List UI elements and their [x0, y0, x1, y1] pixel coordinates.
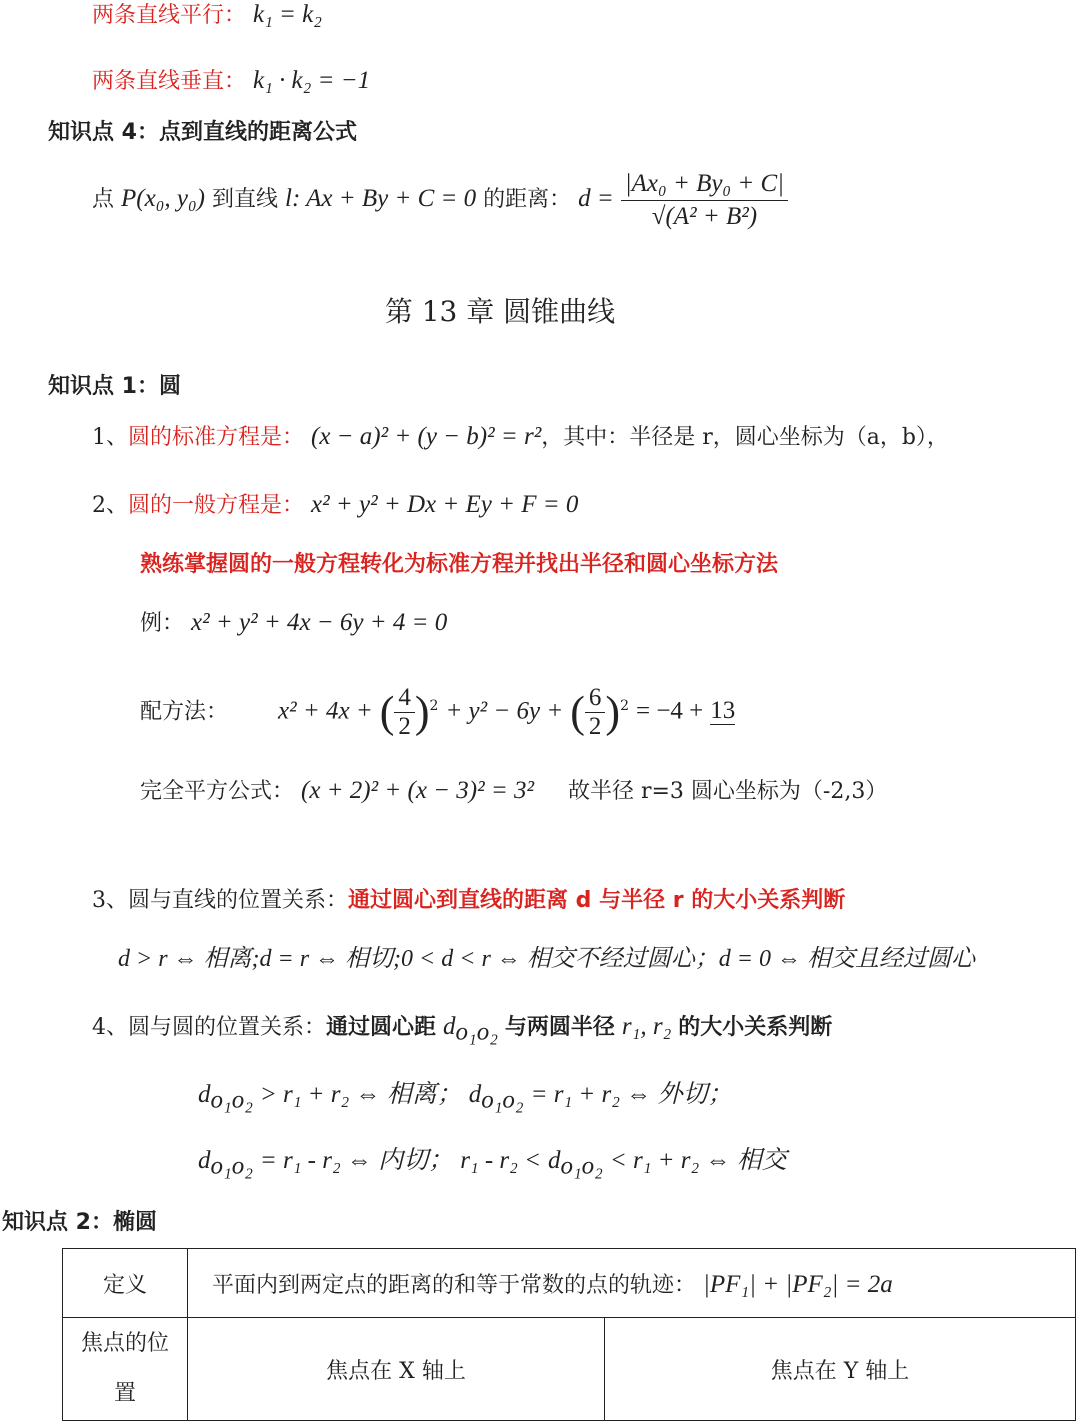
item2-formula: x² + y² + Dx + Ey + F = 0	[311, 491, 579, 518]
kp1-item3	[92, 886, 845, 916]
frac1-num: 4	[394, 684, 415, 713]
table-row-definition	[63, 1249, 1076, 1318]
definition-text: 平面内到两定点的距离的和等于常数的点的轨迹：	[212, 1272, 697, 1298]
rel1-d2: d	[468, 1081, 482, 1108]
item4-emphasis-a: 通过圆心距	[326, 1015, 437, 1040]
item2-label: 圆的一般方程是：	[128, 493, 305, 518]
item1-note: ，其中：半径是 r，圆心坐标为（a，b），	[541, 425, 949, 450]
rel1-d2-sub: o₁o₂	[481, 1086, 524, 1114]
circle-relation-2	[198, 1146, 787, 1181]
rel1-a: > r₁ + r₂ ⇔ 相离；	[259, 1081, 462, 1108]
rel2-d1-sub: o₁o₂	[210, 1152, 253, 1180]
rel1-b: = r₁ + r₂ ⇔ 外切；	[530, 1081, 733, 1108]
rel2-a: = r₁ - r₂ ⇔ 内切；	[259, 1147, 454, 1174]
kp1-item1	[92, 422, 949, 453]
method-part-d: 13	[710, 697, 736, 725]
item3-relations: d > r ⇔ 相离;d = r ⇔ 相切;0 < d < r ⇔ 相交不经过圆心；d = 0 ⇔ 相交且经过圆心	[118, 946, 975, 972]
item4-dsub: o₁o₂	[455, 1018, 498, 1046]
item3-prefix: 3、圆与直线的位置关系：	[92, 888, 348, 913]
focus-head: 焦点的位置	[63, 1318, 188, 1421]
rel2-d2: d	[547, 1147, 561, 1174]
dist-numerator: |Ax₀ + By₀ + C|	[621, 168, 788, 201]
kp1-item4	[92, 1012, 832, 1047]
kp4-title: 知识点 4：点到直线的距离公式	[48, 120, 357, 145]
definition-formula: |PF₁| + |PF₂| = 2a	[703, 1270, 893, 1298]
dist-d: d =	[578, 185, 614, 212]
parallel-label: 两条直线平行：	[92, 3, 247, 28]
completing-square-line: 配方法： x² + 4x + ( $\frac{4}{2}$ )$^2$ + y² − 6y + ( $\frac{6}{2}$ )$^2$ = −4 + 13	[140, 683, 736, 740]
chapter-title: 第 13 章 圆锥曲线	[384, 295, 616, 328]
item3-emphasis: 通过圆心到直线的距离 d 与半径 r 的大小关系判断	[348, 888, 846, 913]
rel2-d2-sub: o₁o₂	[560, 1152, 603, 1180]
method-part-c: = −4 +	[635, 697, 704, 725]
square-label: 完全平方公式：	[140, 779, 295, 804]
dist-prefix: 点	[92, 187, 115, 212]
method-label: 配方法：	[140, 699, 229, 725]
ellipse-table	[62, 1248, 1076, 1421]
item4-r: r₁, r₂	[621, 1013, 672, 1040]
item4-emphasis-b: 与两圆半径	[504, 1015, 615, 1040]
item1-label: 圆的标准方程是：	[128, 425, 305, 450]
perfect-square-line	[140, 776, 887, 807]
method-part-b: + y² − 6y +	[445, 697, 564, 725]
item1-prefix: 1、	[92, 425, 128, 450]
square-formula: (x + 2)² + (x − 3)² = 3²	[301, 777, 534, 804]
method-part-a: x² + 4x +	[278, 697, 373, 725]
dist-suffix: 的距离：	[483, 187, 572, 212]
parallel-formula: k₁ = k₂	[253, 1, 322, 28]
example-label: 例：	[140, 611, 185, 636]
rel2-c: < r₁ + r₂ ⇔ 相交	[609, 1147, 787, 1174]
dist-denominator: √(A² + B²)	[651, 202, 758, 230]
dist-point: P(x₀, y₀)	[121, 185, 206, 212]
example-formula: x² + y² + 4x − 6y + 4 = 0	[191, 609, 448, 636]
method-fraction-2	[585, 684, 606, 741]
definition-cell	[188, 1249, 1076, 1318]
perpendicular-line	[92, 66, 370, 97]
item1-formula: (x − a)² + (y − b)² = r²	[311, 423, 542, 450]
rel1-d1-sub: o₁o₂	[210, 1086, 253, 1114]
rel2-b: r₁ - r₂ <	[460, 1147, 541, 1174]
item4-emphasis-c: 的大小关系判断	[678, 1015, 833, 1040]
item4-d: d	[443, 1013, 456, 1040]
example-line	[140, 608, 447, 639]
dist-line: l: Ax + By + C = 0	[285, 185, 477, 212]
distance-formula-line	[92, 166, 788, 233]
focus-y-cell: 焦点在 Y 轴上	[605, 1318, 1076, 1421]
rel1-d1: d	[198, 1081, 211, 1108]
definition-head: 定义	[63, 1249, 188, 1318]
kp1-item2	[92, 490, 578, 521]
frac2-num: 6	[585, 684, 606, 713]
frac2-den: 2	[588, 712, 602, 740]
item2-emphasis: 熟练掌握圆的一般方程转化为标准方程并找出半径和圆心坐标方法	[140, 552, 779, 577]
parallel-line	[92, 0, 322, 31]
focus-x-cell: 焦点在 X 轴上	[188, 1318, 605, 1421]
kp1-title: 知识点 1：圆	[48, 374, 181, 399]
square-result: 故半径 r=3 圆心坐标为（-2,3）	[567, 779, 888, 804]
item2-prefix: 2、	[92, 493, 128, 518]
rel2-d1: d	[198, 1147, 211, 1174]
item4-prefix: 4、圆与圆的位置关系：	[92, 1015, 326, 1040]
frac1-den: 2	[398, 712, 411, 740]
perp-label: 两条直线垂直：	[92, 69, 247, 94]
kp2-title: 知识点 2：椭圆	[2, 1210, 157, 1235]
table-row-focus	[63, 1318, 1076, 1421]
dist-mid: 到直线	[212, 187, 279, 212]
method-fraction-1	[394, 684, 415, 741]
perp-formula: k₁ · k₂ = −1	[253, 67, 371, 94]
dist-fraction	[621, 168, 788, 233]
circle-relation-1	[198, 1080, 732, 1115]
